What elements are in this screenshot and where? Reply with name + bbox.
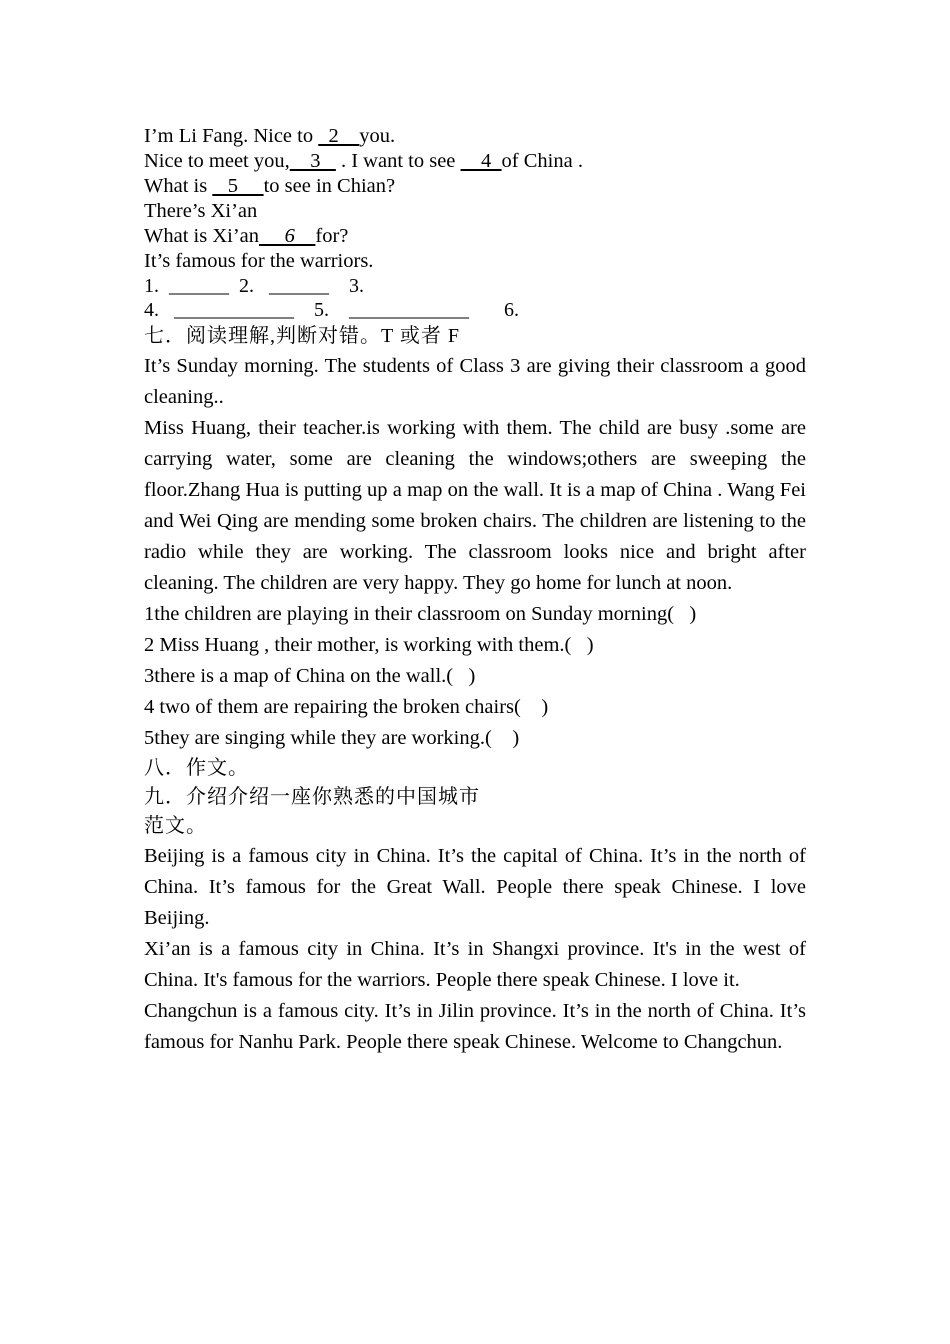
section-8-heading: 八．作文。 xyxy=(144,757,249,779)
dialogue-line xyxy=(144,174,806,199)
dialogue-line xyxy=(144,124,806,149)
dialogue-text: What is Xi’an xyxy=(144,225,259,247)
reading-paragraph: It’s Sunday morning. The students of Class 3 are giving their classroom a good cleaning.. xyxy=(144,355,806,408)
document-content xyxy=(144,124,806,1058)
question-list xyxy=(144,599,806,754)
dialogue-line: There’s Xi’an xyxy=(144,200,258,222)
essay-paragraph: Beijing is a famous city in China. It’s the capital of China. It’s in the north of China. It’s famous for the Great Wall. People there speak Chinese. I love Beijing. xyxy=(144,845,806,929)
question-item: 5they are singing while they are working.( ) xyxy=(144,727,520,749)
dialogue-text: for? xyxy=(315,225,349,247)
dialogue-line xyxy=(144,149,806,174)
section-9-heading: 九．介绍介绍一座你熟悉的中国城市 xyxy=(144,786,480,808)
reading-paragraph: Miss Huang, their teacher.is working with them. The child are busy .some are carrying water, some are cleaning the windows;others are sweeping the floor.Zhang Hua is putting up a map on the wall. It is a map of China . Wang Fei and Wei Qing are mending some broken chairs. The children are listening to the radio while they are working. The classroom looks nice and bright after cleaning. The children are very happy. They go home for lunch at noon. xyxy=(144,417,806,594)
dialogue-line xyxy=(144,224,806,249)
essay-paragraph: Xi’an is a famous city in China. It’s in Shangxi province. It's in the west of China. It's famous for the warriors. People there speak Chinese. I love it. xyxy=(144,938,806,991)
question-item: 2 Miss Huang , their mother, is working with them.( ) xyxy=(144,634,594,656)
dialogue-line: It’s famous for the warriors. xyxy=(144,250,374,272)
sample-label: 范文。 xyxy=(144,815,207,837)
blank-6: 6 xyxy=(259,225,316,247)
dialogue-text: What is xyxy=(144,175,213,197)
question-item: 1the children are playing in their classroom on Sunday morning( ) xyxy=(144,603,697,625)
section-7-heading: 七．阅读理解,判断对错。T 或者 F xyxy=(144,325,460,347)
dialogue-text: to see in Chian? xyxy=(263,175,396,197)
dialogue-text: of China . xyxy=(501,150,583,172)
blank-3: 3 xyxy=(289,150,336,172)
question-item: 4 two of them are repairing the broken chairs( ) xyxy=(144,696,549,718)
dialogue-text: Nice to meet you, xyxy=(144,150,290,172)
dialogue xyxy=(144,124,806,274)
dialogue-text: . I want to see xyxy=(335,150,461,172)
blank-5: 5 xyxy=(212,175,264,197)
dialogue-text: you. xyxy=(359,125,396,147)
essay-paragraph: Changchun is a famous city. It’s in Jilin province. It’s in the north of China. It’s famous for Nanhu Park. People there speak Chinese. Welcome to Changchun. xyxy=(144,1000,806,1053)
answer-blanks-row: 4. ____________ 5. ____________ 6. xyxy=(144,299,519,321)
blank-2: 2 xyxy=(318,125,360,147)
answer-blanks-row: 1. ______ 2. ______ 3. xyxy=(144,275,364,297)
dialogue-text: I’m Li Fang. Nice to xyxy=(144,125,319,147)
question-item: 3there is a map of China on the wall.( ) xyxy=(144,665,476,687)
blank-4: 4 xyxy=(460,150,502,172)
